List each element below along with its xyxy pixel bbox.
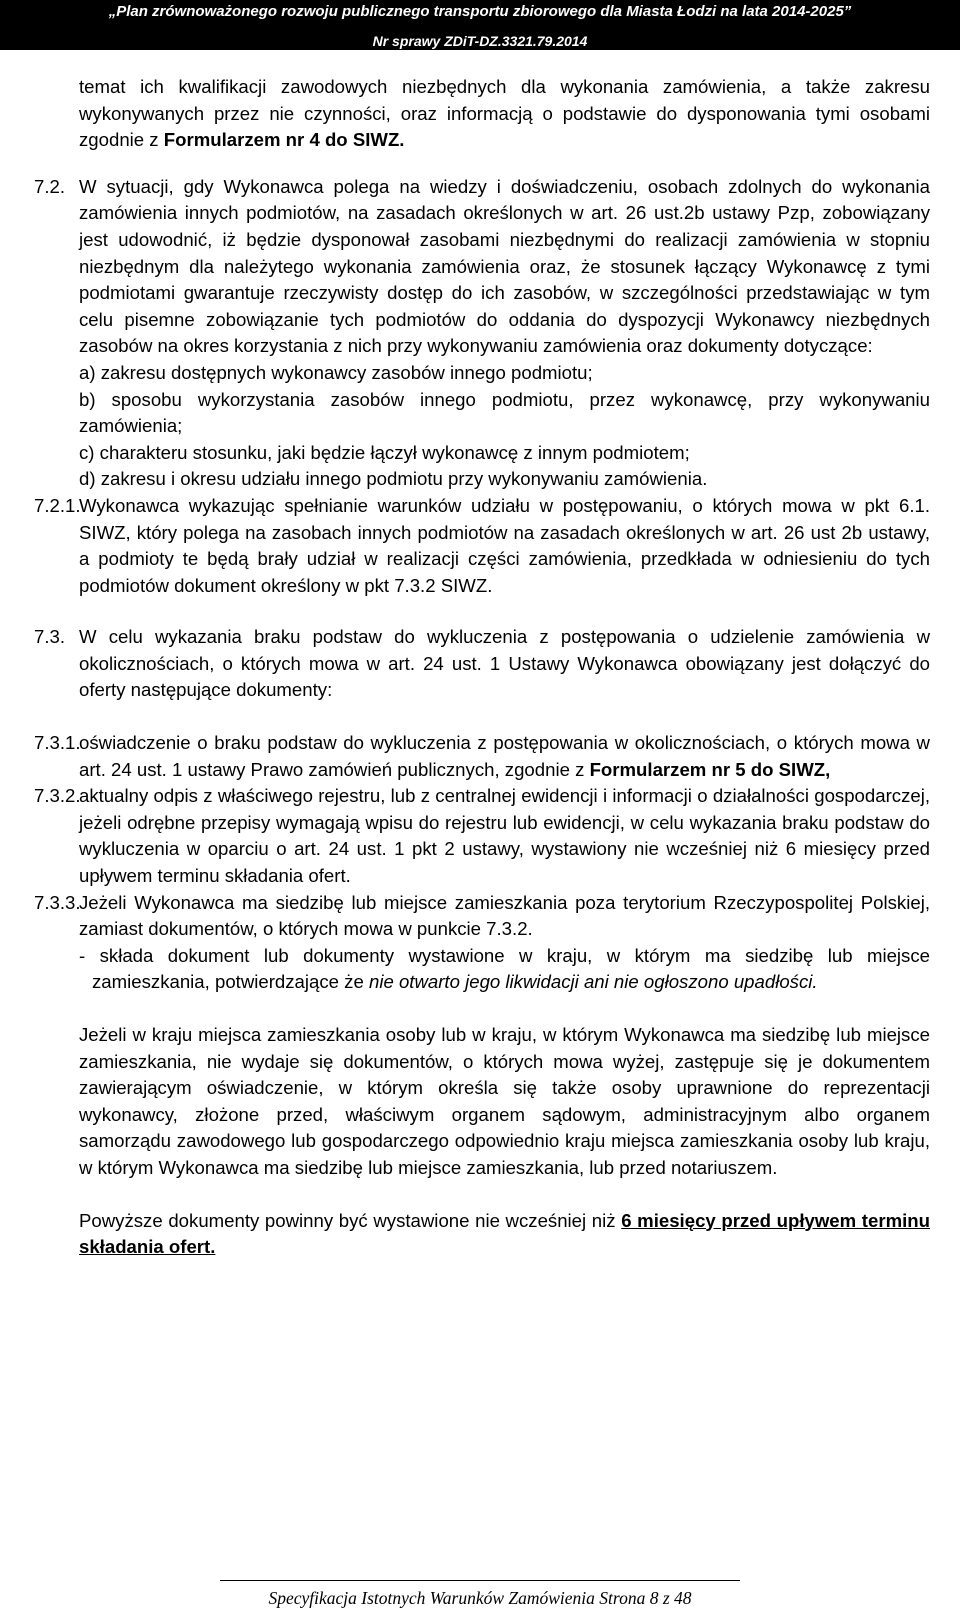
paragraph-jezeli: Jeżeli w kraju miejsca zamieszkania osoby lub w kraju, w którym Wykonawca ma siedzibę lub miejsce zamieszkania, nie wydaje się dokumentów, o których mowa wyżej, zastępuje się je dokumentem zawierającym oświadczenie, w którym określa się także osoby uprawnione do reprezentacji wykonawcy, złożone przed, właściwym organem sądowym, administracyjnym albo organem samorządu zawodowego lub gospodarczego odpowiednio kraju miejsca zamieszkania osoby lub kraju, w którym Wykonawca ma siedzibę lub miejsce zamieszkania, lub przed notariuszem. bbox=[79, 1024, 930, 1178]
section-7-3-3 bbox=[34, 890, 930, 943]
section-number: 7.3.3. bbox=[34, 891, 81, 913]
section-number: 7.3.1. bbox=[34, 732, 81, 754]
deadline-emphasis: 6 miesięcy przed upływem terminu składania ofert. bbox=[79, 1209, 930, 1258]
section-7-2-1-text: Wykonawca wykazując spełnianie warunków udziału w postępowaniu, o których mowa w pkt 6.1. SIWZ, który polega na zasobach innych podmiotów na zasadach określonych w art. 26 ust 2b ustawy, a podmioty te będą brały udział w realizacji części zamówienia, przedkłada w odniesieniu do tych podmiotów dokument określony w pkt 7.3.2 SIWZ. bbox=[79, 494, 930, 596]
section-7-2-text: W sytuacji, gdy Wykonawca polega na wiedzy i doświadczeniu, osobach zdolnych do wykonania zamówienia innych podmiotów, na zasadach określonych w art. 26 ust.2b ustawy Pzp, zobowiązany jest udowodnić, iż będzie dysponował zasobami niezbędnymi do realizacji zamówienia w stopniu niezbędnym dla należytego wykonania zamówienia oraz, że stosunek łączący Wykonawcę z tymi podmiotami gwarantuje rzeczywisty dostęp do ich zasobów, w szczególności przedstawiając w tym celu pisemne zobowiązanie tych podmiotów do oddania do dyspozycji Wykonawcy niezbędnych zasobów na okres korzystania z nich przy wykonywaniu zamówienia oraz dokumenty dotyczące: bbox=[79, 175, 930, 357]
page-header bbox=[0, 0, 960, 50]
section-7-3-1-text: oświadczenie o braku podstaw do wykluczenia z postępowania w okolicznościach, o których mowa w art. 24 ust. 1 ustawy Prawo zamówień publicznych, zgodnie z Formularzem nr 5 do SIWZ, bbox=[79, 732, 930, 780]
section-7-3-1 bbox=[34, 730, 930, 783]
item-c: c) charakteru stosunku, jaki będzie łączył wykonawcę z innym podmiotem; bbox=[79, 441, 690, 463]
header-case-number: Nr sprawy ZDiT-DZ.3321.79.2014 bbox=[372, 33, 588, 49]
section-number: 7.3. bbox=[34, 626, 66, 648]
item-a: a) zakresu dostępnych wykonawcy zasobów innego podmiotu; bbox=[79, 361, 593, 383]
section-number: 7.2.1. bbox=[34, 494, 81, 516]
section-7-3-3-text: Jeżeli Wykonawca ma siedzibę lub miejsce zamieszkania poza terytorium Rzeczypospolitej Polskiej, zamiast dokumentów, o których mowa w punkcie 7.3.2. bbox=[79, 891, 930, 940]
page-footer: Specyfikacja Istotnych Warunków Zamówienia Strona 8 z 48 bbox=[268, 1588, 692, 1608]
item-d: d) zakresu i okresu udziału innego podmiotu przy wykonywaniu zamówienia. bbox=[79, 468, 708, 490]
section-number: 7.3.2. bbox=[34, 785, 81, 807]
document-body bbox=[0, 74, 960, 1261]
section-7-3-text: W celu wykazania braku podstaw do wykluczenia z postępowania o udzielenie zamówienia w okolicznościach, o których mowa w art. 24 ust. 1 Ustawy Wykonawca obowiązany jest dołączyć do oferty następujące dokumenty: bbox=[79, 626, 930, 701]
paragraph-powyzsze: Powyższe dokumenty powinny być wystawione nie wcześniej niż 6 miesięcy przed upływem terminu składania ofert. bbox=[79, 1209, 930, 1258]
section-7-2 bbox=[34, 174, 930, 493]
section-7-3-2 bbox=[34, 783, 930, 889]
header-title: „Plan zrównoważonego rozwoju publicznego transportu zbiorowego dla Miasta Łodzi na lata 2014-2025” bbox=[108, 3, 852, 20]
section-7-3-2-text: aktualny odpis z właściwego rejestru, lub z centralnej ewidencji i informacji o działalności gospodarczej, jeżeli odrębne przepisy wymagają wpisu do rejestru lub ewidencji, w celu wykazania braku podstaw do wykluczenia w oparciu o art. 24 ust. 1 pkt 2 ustawy, wystawiony nie wcześniej niż 6 miesięcy przed upływem terminu składania ofert. bbox=[79, 785, 930, 887]
section-7-3 bbox=[34, 624, 930, 704]
section-number: 7.2. bbox=[34, 175, 66, 197]
dash-item-italic: nie otwarto jego likwidacji ani nie ogłoszono upadłości. bbox=[368, 971, 818, 993]
section-7-2-1 bbox=[34, 493, 930, 599]
intro-paragraph: temat ich kwalifikacji zawodowych niezbędnych dla wykonania zamówienia, a także zakresu wykonywanych przez nie czynności, oraz informacją o podstawie do dysponowania tymi osobami zgodnie z Formularzem nr 4 do SIWZ. bbox=[79, 76, 930, 151]
form-4-reference: Formularzem nr 4 do SIWZ. bbox=[163, 129, 405, 151]
dash-item: - składa dokument lub dokumenty wystawione w kraju, w którym ma siedzibę lub miejsce zamieszkania, potwierdzające że nie otwarto jego likwidacji ani nie ogłoszono upadłości. bbox=[79, 944, 930, 993]
item-b: b) sposobu wykorzystania zasobów innego podmiotu, przez wykonawcę, przy wykonywaniu zamówienia; bbox=[79, 388, 930, 437]
footer-rule bbox=[220, 1580, 740, 1581]
form-5-reference: Formularzem nr 5 do SIWZ, bbox=[589, 758, 831, 780]
